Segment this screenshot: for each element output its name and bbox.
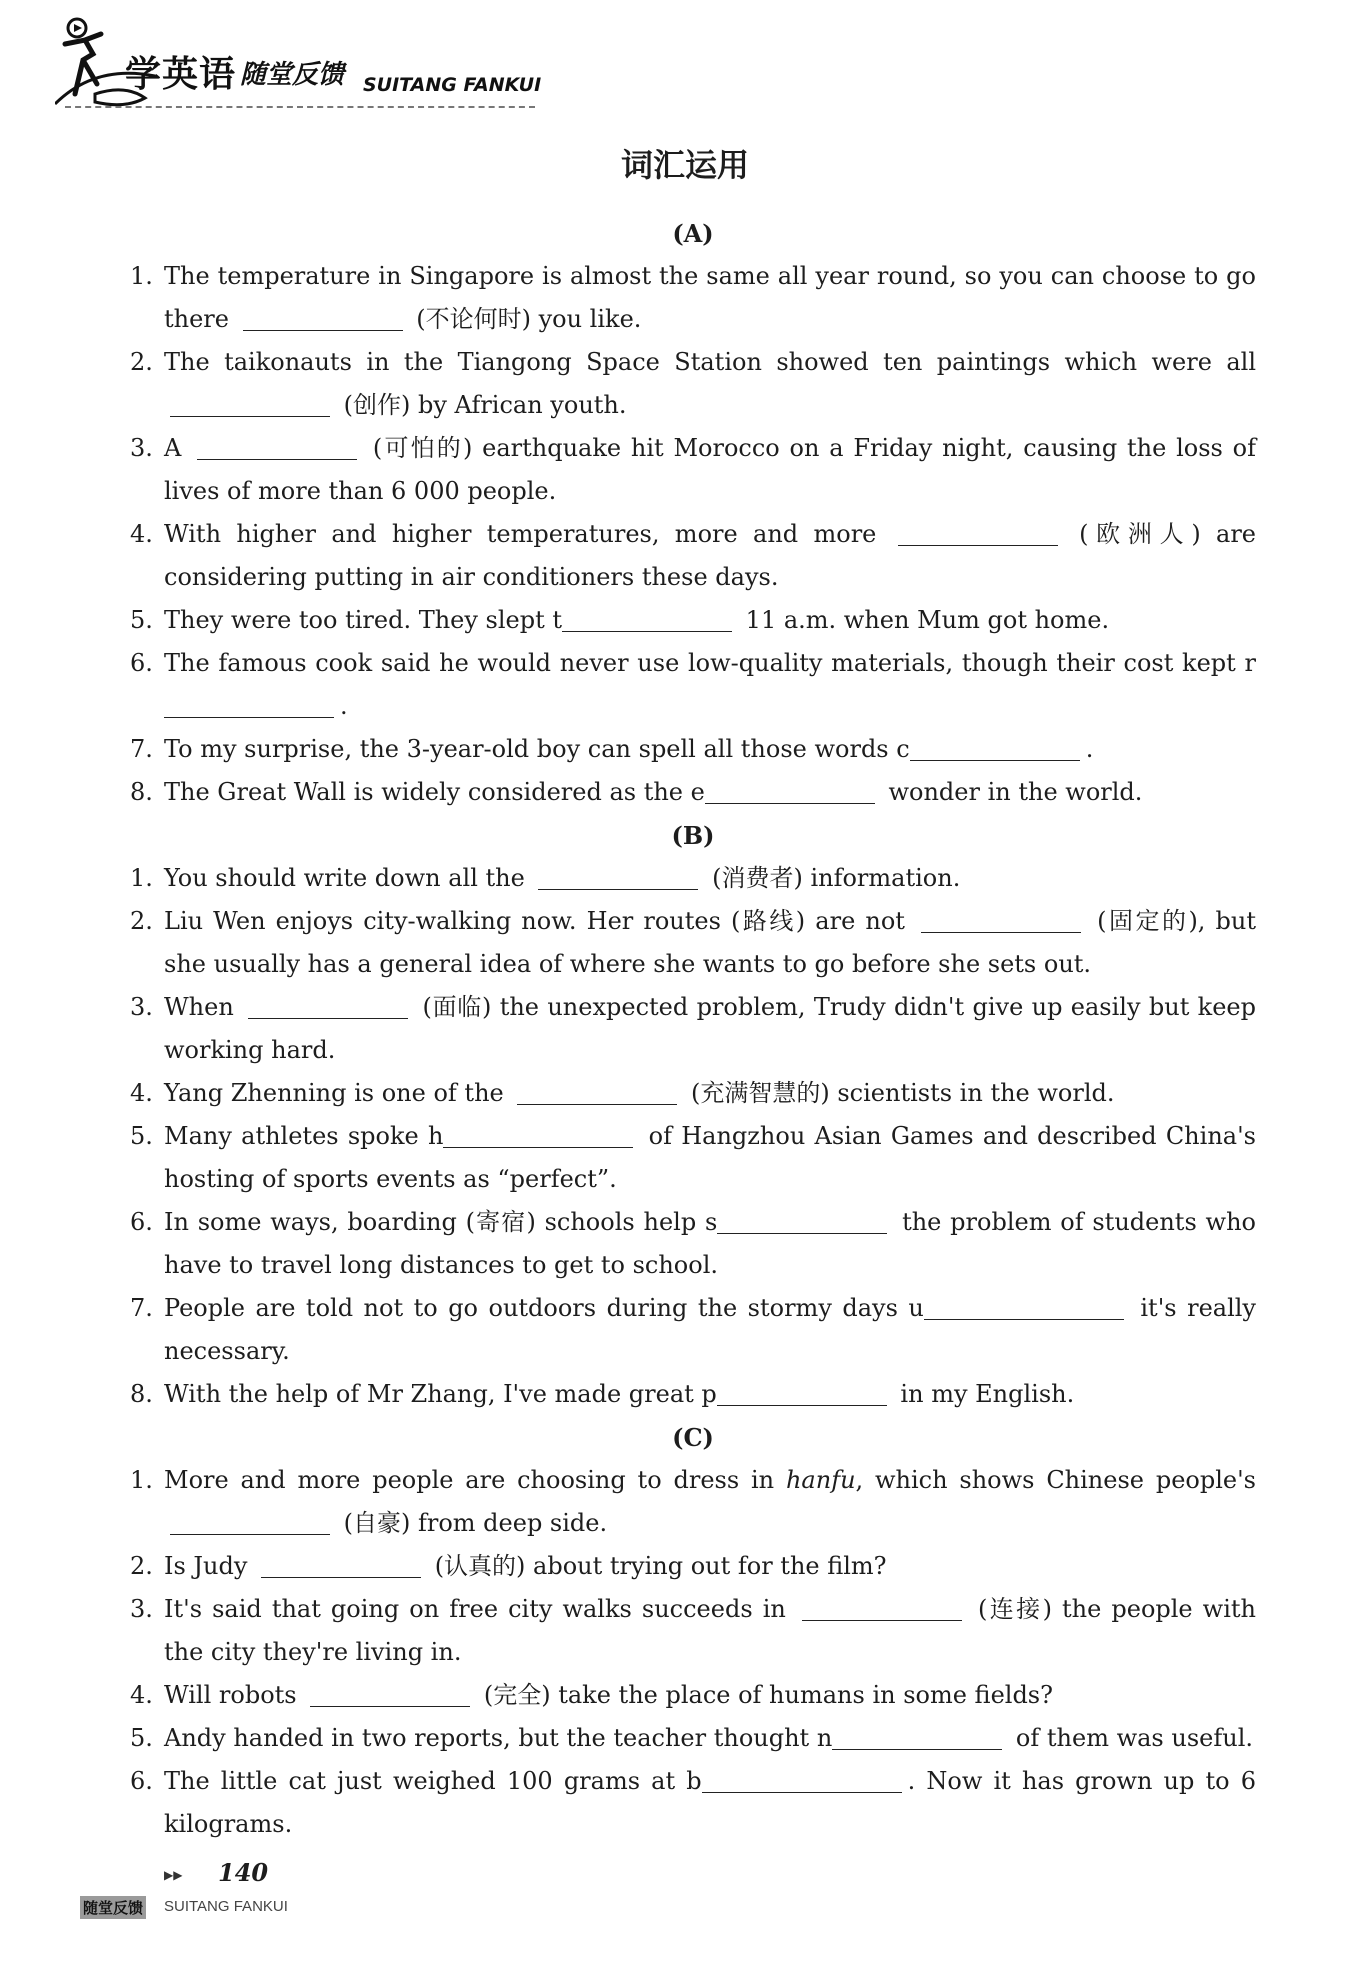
item-text: The Great Wall is widely considered as the: [164, 778, 691, 806]
item-number: 1.: [130, 1466, 153, 1494]
item-text: They were too tired. They slept: [164, 606, 553, 634]
section-label: (A): [672, 219, 714, 248]
item-text: (完全) take the place of humans in some fields?: [476, 1681, 1053, 1709]
answer-blank[interactable]: [310, 1676, 470, 1707]
item-text: .: [1085, 735, 1094, 763]
answer-blank[interactable]: [832, 1719, 1002, 1750]
item-text: Andy handed in two reports, but the teacher thought: [164, 1724, 817, 1752]
blank-hint-letter: h: [427, 1122, 444, 1150]
item-text: . Now it has grown up to 6 kilograms.: [164, 1767, 1256, 1838]
exercise-item: [130, 1717, 1256, 1760]
answer-blank[interactable]: [898, 515, 1058, 546]
item-text: Many athletes spoke: [164, 1122, 428, 1150]
page-number: 140: [218, 1858, 269, 1887]
item-text: of Hangzhou Asian Games and described China's hosting of sports events as “perfect”.: [164, 1122, 1256, 1193]
item-text: (不论何时) you like.: [408, 305, 642, 333]
exercise-item: [130, 1287, 1256, 1373]
answer-blank[interactable]: [910, 730, 1080, 761]
item-text: The famous cook said he would never use low-quality materials, though their cost kept: [164, 649, 1245, 677]
exercise-item: [130, 341, 1256, 427]
item-number: 2.: [130, 1552, 153, 1580]
item-text: The temperature in Singapore is almost the same all year round, so you can choose to go there: [164, 262, 1256, 333]
item-number: 1.: [130, 262, 153, 290]
answer-blank[interactable]: [170, 386, 330, 417]
answer-blank[interactable]: [197, 429, 357, 460]
item-text: (自豪) from deep side.: [336, 1509, 608, 1537]
exercise-item: [130, 771, 1256, 814]
item-number: 6.: [130, 1767, 153, 1795]
blank-hint-letter: c: [896, 735, 910, 763]
answer-blank[interactable]: [164, 687, 334, 718]
item-number: 5.: [130, 606, 153, 634]
blank-hint-letter: e: [690, 778, 705, 806]
item-text: In some ways, boarding (寄宿) schools help: [164, 1208, 705, 1236]
brand-english: SUITANG FANKUI: [363, 74, 542, 96]
item-text: The little cat just weighed 100 grams at: [164, 1767, 687, 1795]
item-text: With the help of Mr Zhang, I've made great: [164, 1380, 702, 1408]
item-number: 4.: [130, 520, 153, 548]
item-text-italic: hanfu: [785, 1466, 856, 1494]
answer-blank[interactable]: [170, 1504, 330, 1535]
item-text: in my English.: [892, 1380, 1075, 1408]
item-text: Will robots: [164, 1681, 305, 1709]
answer-blank[interactable]: [261, 1547, 421, 1578]
exercise-item: [130, 857, 1256, 900]
exercise-item: [130, 599, 1256, 642]
brand-title: 学英语: [125, 54, 237, 95]
header-divider: [65, 106, 535, 108]
item-number: 8.: [130, 1380, 153, 1408]
item-text: It's said that going on free city walks succeeds in: [164, 1595, 796, 1623]
footer-badge: 随堂反馈: [80, 1896, 146, 1919]
double-arrow-icon: ▶▶: [164, 1868, 183, 1882]
answer-blank[interactable]: [705, 773, 875, 804]
blank-hint-letter: s: [704, 1208, 718, 1236]
item-text: (创作) by African youth.: [336, 391, 627, 419]
footer-badge-english: SUITANG FANKUI: [164, 1898, 288, 1915]
item-text: (认真的) about trying out for the film?: [427, 1552, 887, 1580]
exercise-item: [130, 1072, 1256, 1115]
item-text: it's really necessary.: [164, 1294, 1256, 1365]
item-number: 1.: [130, 864, 153, 892]
item-number: 4.: [130, 1079, 153, 1107]
item-text: With higher and higher temperatures, more and more: [164, 520, 892, 548]
item-text: (消费者) information.: [704, 864, 961, 892]
exercise-item: [130, 1115, 1256, 1201]
answer-blank[interactable]: [243, 300, 403, 331]
exercise-item: [130, 728, 1256, 771]
exercise-item: [130, 1373, 1256, 1416]
exercise-item: [130, 1588, 1256, 1674]
blank-hint-letter: n: [816, 1724, 833, 1752]
answer-blank[interactable]: [924, 1289, 1124, 1320]
item-text: (可怕的) earthquake hit Morocco on a Friday night, causing the loss of lives of more than 6 000 people.: [164, 434, 1256, 505]
exercise-item: [130, 1760, 1256, 1846]
page-footer: [80, 1858, 380, 1918]
item-text: (连接) the people with the city they're living in.: [164, 1595, 1257, 1666]
item-text: (固定的), but she usually has a general idea of where she wants to go before she sets out.: [164, 907, 1257, 978]
blank-hint-letter: u: [908, 1294, 924, 1322]
item-number: 6.: [130, 649, 153, 677]
brand-subtitle: 随堂反馈: [240, 60, 345, 90]
exercise-item: [130, 642, 1256, 728]
item-number: 6.: [130, 1208, 153, 1236]
answer-blank[interactable]: [717, 1375, 887, 1406]
item-text: Is Judy: [164, 1552, 256, 1580]
exercise-item: [130, 255, 1256, 341]
item-text: of them was useful.: [1008, 1724, 1253, 1752]
answer-blank[interactable]: [921, 902, 1081, 933]
item-number: 2.: [130, 348, 153, 376]
answer-blank[interactable]: [443, 1117, 633, 1148]
item-text: To my surprise, the 3-year-old boy can spell all those words: [164, 735, 897, 763]
item-text: (欧洲人) are considering putting in air conditioners these days.: [164, 520, 1257, 591]
answer-blank[interactable]: [517, 1074, 677, 1105]
item-text: The taikonauts in the Tiangong Space Station showed ten paintings which were all: [164, 348, 1256, 376]
item-text: When: [164, 993, 243, 1021]
item-number: 7.: [130, 1294, 153, 1322]
page-header: [55, 14, 595, 114]
item-text: You should write down all the: [164, 864, 533, 892]
answer-blank[interactable]: [538, 859, 698, 890]
item-number: 4.: [130, 1681, 153, 1709]
item-text: 11 a.m. when Mum got home.: [738, 606, 1110, 634]
blank-hint-letter: r: [1244, 649, 1256, 677]
item-text: wonder in the world.: [880, 778, 1143, 806]
item-text: (面临) the unexpected problem, Trudy didn't give up easily but keep working hard.: [164, 993, 1256, 1064]
exercise-item: [130, 900, 1256, 986]
exercise-item: [130, 1674, 1256, 1717]
exercise-item: [130, 1459, 1256, 1545]
item-text: More and more people are choosing to dress in: [164, 1466, 786, 1494]
section-label: (C): [672, 1423, 714, 1452]
blank-hint-letter: p: [701, 1380, 717, 1408]
answer-blank[interactable]: [562, 601, 732, 632]
blank-hint-letter: t: [552, 606, 563, 634]
blank-hint-letter: b: [686, 1767, 702, 1795]
page-title: 词汇运用: [620, 146, 749, 184]
item-number: 8.: [130, 778, 153, 806]
item-text: People are told not to go outdoors during the stormy days: [164, 1294, 909, 1322]
item-number: 3.: [130, 993, 153, 1021]
item-number: 2.: [130, 907, 153, 935]
exercise-item: [130, 986, 1256, 1072]
exercise-content: [130, 212, 1256, 1846]
exercise-item: [130, 427, 1256, 513]
section-label: (B): [671, 821, 715, 850]
item-text: Yang Zhenning is one of the: [164, 1079, 512, 1107]
item-text: , which shows Chinese people's: [855, 1466, 1256, 1494]
item-text: Liu Wen enjoys city-walking now. Her routes (路线) are not: [164, 907, 916, 935]
item-number: 3.: [130, 1595, 153, 1623]
answer-blank[interactable]: [717, 1203, 887, 1234]
item-number: 3.: [130, 434, 153, 462]
item-text: A: [164, 434, 192, 462]
item-text: (充满智慧的) scientists in the world.: [683, 1079, 1115, 1107]
item-number: 7.: [130, 735, 153, 763]
answer-blank[interactable]: [702, 1762, 902, 1793]
answer-blank[interactable]: [802, 1590, 962, 1621]
exercise-item: [130, 513, 1256, 599]
item-number: 5.: [130, 1724, 153, 1752]
exercise-item: [130, 1201, 1256, 1287]
item-number: 5.: [130, 1122, 153, 1150]
exercise-item: [130, 1545, 1256, 1588]
item-text: .: [340, 692, 348, 720]
answer-blank[interactable]: [248, 988, 408, 1019]
item-text: the problem of students who have to travel long distances to get to school.: [164, 1208, 1256, 1279]
